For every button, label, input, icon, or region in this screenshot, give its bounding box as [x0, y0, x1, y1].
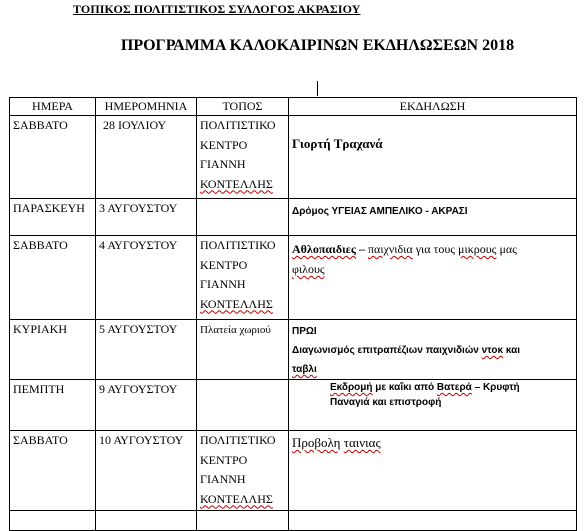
organization-name: ΤΟΠΙΚΟΣ ΠΟΛΙΤΙΣΤΙΚΟΣ ΣΥΛΛΟΓΟΣ ΑΚΡΑΣΙΟΥ [73, 2, 361, 16]
day-cell: ΠΑΡΑΣΚΕΥΗ [10, 199, 96, 236]
venue-cell [197, 380, 289, 431]
event-cell: Δρόμος ΥΓΕΙΑΣ ΑΜΠΕΛΙΚΟ - ΑΚΡΑΣΙ [289, 199, 577, 236]
day-cell: ΣΑΒΒΑΤΟ [10, 236, 96, 320]
column-header-place: ΤΟΠΟΣ [197, 98, 289, 116]
day-cell: ΣΑΒΒΑΤΟ [10, 116, 96, 199]
venue-cell: Πλατεία χωριού [197, 320, 289, 380]
venue-cell [197, 199, 289, 236]
column-header-date: ΗΜΕΡΟΜΗΝΙΑ [96, 98, 197, 116]
date-cell: 28 ΙΟΥΛΙΟΥ [96, 116, 197, 199]
document-title: ΠΡΟΓΡΑΜΜΑ ΚΑΛΟΚΑΙΡΙΝΩΝ ΕΚΔΗΛΩΣΕΩΝ 2018 [120, 37, 515, 54]
date-cell: 5 ΑΥΓΟΥΣΤΟΥ [96, 320, 197, 380]
date-cell: 3 ΑΥΓΟΥΣΤΟΥ [96, 199, 197, 236]
table-row [10, 116, 577, 199]
day-cell: ΠΕΜΠΤΗ [10, 380, 96, 431]
date-cell: 10 ΑΥΓΟΥΣΤΟΥ [96, 431, 197, 511]
column-header-event: ΕΚΔΗΛΩΣΗ [289, 98, 577, 116]
date-cell: 4 ΑΥΓΟΥΣΤΟΥ [96, 236, 197, 320]
table-row [10, 236, 577, 320]
venue-cell: ΠΟΛΙΤΙΣΤΙΚΟ ΚΕΝΤΡΟ ΓΙΑΝΝΗ ΚΟΝΤΕΛΛΗΣ [197, 431, 289, 511]
text-cursor [317, 81, 318, 96]
column-header-day: ΗΜΕΡΑ [10, 98, 96, 116]
day-cell: ΣΑΒΒΑΤΟ [10, 431, 96, 511]
event-cell: Εκδρομή με καΐκι από Βατερά – Κρυφτή Παναγιά και επιστροφή [289, 380, 577, 431]
event-cell: Αθλοπαιδιες – παιχνιδια για τους μικρους μας φιλους [289, 236, 577, 320]
table-row [10, 199, 577, 236]
table-row [10, 320, 577, 380]
events-table [9, 97, 577, 531]
date-cell: 9 ΑΥΓΟΥΣΤΟΥ [96, 380, 197, 431]
venue-cell: ΠΟΛΙΤΙΣΤΙΚΟ ΚΕΝΤΡΟ ΓΙΑΝΝΗ ΚΟΝΤΕΛΛΗΣ [197, 116, 289, 199]
table-row [10, 380, 577, 431]
table-row [10, 431, 577, 511]
event-cell: Προβολη ταινιας [289, 431, 577, 511]
day-cell: ΚΥΡΙΑΚΗ [10, 320, 96, 380]
venue-cell: ΠΟΛΙΤΙΣΤΙΚΟ ΚΕΝΤΡΟ ΓΙΑΝΝΗ ΚΟΝΤΕΛΛΗΣ [197, 236, 289, 320]
event-cell: ΠΡΩΙ Διαγωνισμός επιτραπέζιων παιχνιδιών ντοκ και ταβλι [289, 320, 577, 380]
event-cell: Γιορτή Τραχανά [289, 116, 577, 199]
table-header-row [10, 98, 577, 116]
